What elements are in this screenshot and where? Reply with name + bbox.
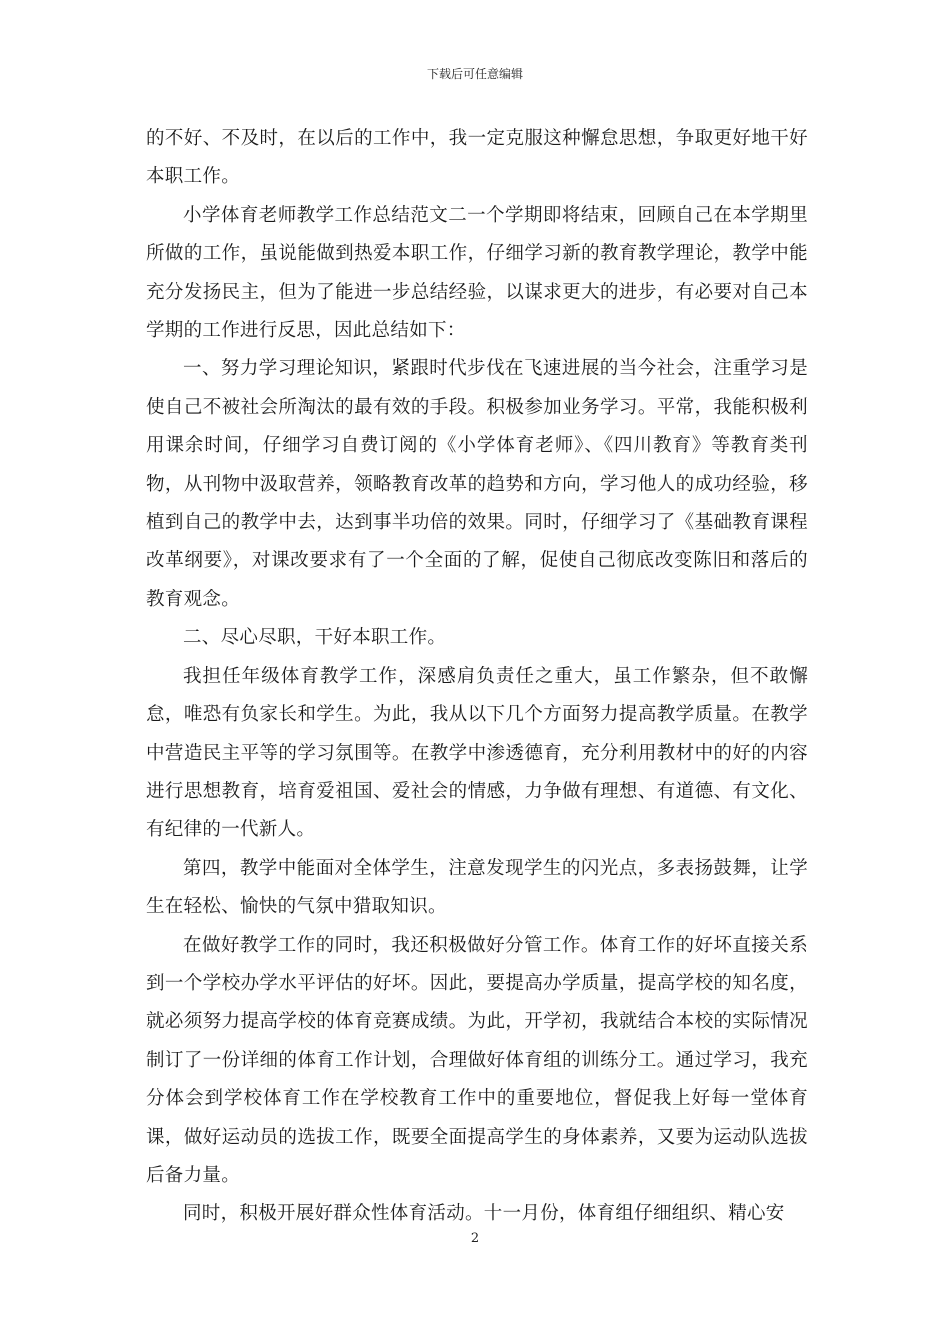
paragraph: 小学体育老师教学工作总结范文二一个学期即将结束，回顾自己在本学期里所做的工作，虽说能做到热爱本职工作，仔细学习新的教育教学理论，教学中能充分发扬民主，但为了能进一步总结经验，以谋求更大的进步，有必要对自己本学期的工作进行反思，因此总结如下：: [146, 204, 808, 342]
paragraph: 一、努力学习理论知识，紧跟时代步伐在飞速进展的当今社会，注重学习是使自己不被社会所淘汰的最有效的手段。积极参加业务学习。平常，我能积极利用课余时间，仔细学习自费订阅的《小学体育老师》、《四川教育》等教育类刊物，从刊物中汲取营养，领略教育改革的趋势和方向，学习他人的成功经验，移植到自己的教学中去，达到事半功倍的效果。同时，仔细学习了《基础教育课程改革纲要》，对课改要求有了一个全面的了解，促使自己彻底改变陈旧和落后的教育观念。: [146, 358, 808, 610]
paragraph: 在做好教学工作的同时，我还积极做好分管工作。体育工作的好坏直接关系到一个学校办学水平评估的好坏。因此，要提高办学质量，提高学校的知名度，就必须努力提高学校的体育竞赛成绩。为此，开学初，我就结合本校的实际情况制订了一份详细的体育工作计划，合理做好体育组的训练分工。通过学习，我充分体会到学校体育工作在学校教育工作中的重要地位，督促我上好每一堂体育课，做好运动员的选拔工作，既要全面提高学生的身体素养，又要为运动队选拔后备力量。: [146, 934, 808, 1186]
page-number: 2: [470, 1231, 480, 1246]
paragraph: 我担任年级体育教学工作，深感肩负责任之重大，虽工作繁杂，但不敢懈怠，唯恐有负家长和学生。为此，我从以下几个方面努力提高教学质量。在教学中营造民主平等的学习氛围等。在教学中渗透德育，充分利用教材中的好的内容进行思想教育，培育爱祖国、爱社会的情感，力争做有理想、有道德、有文化、有纪律的一代新人。: [146, 665, 808, 841]
paragraph: 的不好、不及时，在以后的工作中，我一定克服这种懈怠思想，争取更好地干好本职工作。: [146, 128, 808, 188]
document-body: [146, 120, 808, 1234]
paragraph: 同时，积极开展好群众性体育活动。十一月份，体育组仔细组织、精心安: [183, 1203, 785, 1225]
paragraph: 第四，教学中能面对全体学生，注意发现学生的闪光点，多表扬鼓舞，让学生在轻松、愉快的气氛中猎取知识。: [146, 857, 808, 918]
section-heading: 二、尽心尽职，干好本职工作。: [183, 627, 447, 649]
page-header: 下载后可任意编辑: [426, 67, 523, 81]
